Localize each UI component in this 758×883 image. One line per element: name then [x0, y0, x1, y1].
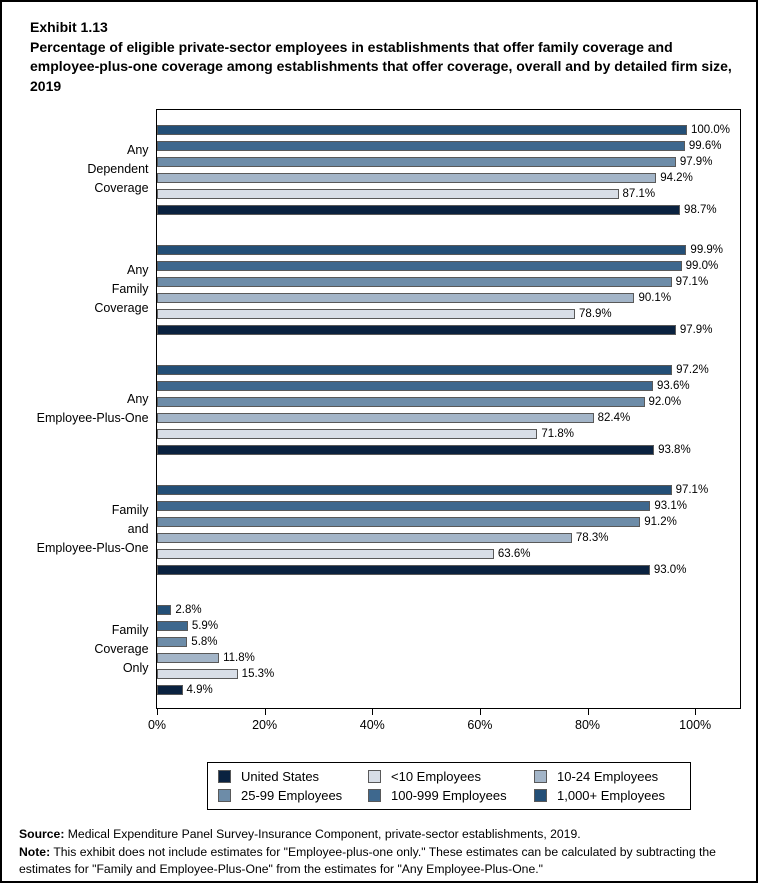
source-label: Source:	[19, 827, 65, 841]
bar-group	[157, 470, 740, 590]
bar-value-label: 87.1%	[622, 188, 656, 200]
bar-value-label: 99.6%	[688, 140, 722, 152]
bar-value-label: 78.3%	[575, 532, 609, 544]
legend-label: 1,000+ Employees	[557, 788, 666, 803]
bar-row	[157, 517, 740, 527]
bar-row	[157, 365, 740, 375]
bar-value-label: 91.2%	[644, 516, 677, 528]
bar-value-label: 93.8%	[658, 444, 691, 456]
x-tick-label: 60%	[467, 718, 493, 732]
bar-row	[157, 445, 740, 455]
legend-swatch	[368, 789, 381, 802]
bar-value-label: 11.8%	[223, 652, 255, 664]
bar	[157, 173, 657, 183]
source-text: Medical Expenditure Panel Survey-Insurance Component, private-sector establishments, 2019.	[67, 827, 581, 841]
bar-row	[157, 125, 740, 135]
x-tick-mark	[480, 709, 481, 715]
legend-item	[368, 769, 534, 784]
bar-row	[157, 309, 740, 319]
bar	[157, 445, 655, 455]
bar-row	[157, 669, 740, 679]
bar	[157, 429, 538, 439]
category-label-line: Coverage	[94, 641, 149, 656]
bar-value-label: 2.8%	[175, 604, 202, 616]
x-tick-label: 40%	[359, 718, 385, 732]
legend-item	[218, 769, 368, 784]
category-label-line: Any	[126, 142, 149, 157]
bar-value-label: 97.9%	[679, 156, 713, 168]
x-tick-mark	[157, 709, 158, 715]
bar-value-label: 63.6%	[497, 548, 531, 560]
bar	[157, 621, 188, 631]
x-axis	[147, 709, 749, 747]
bar	[157, 605, 172, 615]
category-label-line: Family	[111, 281, 149, 296]
bar	[157, 517, 641, 527]
bar-group	[157, 590, 740, 710]
legend-swatch	[218, 770, 231, 783]
bar-value-label: 4.9%	[186, 684, 213, 696]
bar-row	[157, 533, 740, 543]
bar-value-label: 99.9%	[690, 244, 724, 256]
bar-row	[157, 397, 740, 407]
bar-group	[157, 230, 740, 350]
bar-value-label: 93.6%	[657, 380, 690, 392]
bar-row	[157, 501, 740, 511]
exhibit-number: Exhibit 1.13	[30, 19, 108, 35]
x-tick-mark	[588, 709, 589, 715]
category-label-line: Family	[111, 622, 149, 637]
bar	[157, 669, 238, 679]
legend-swatch	[218, 789, 231, 802]
bar	[157, 205, 681, 215]
legend-label: 25-99 Employees	[241, 788, 343, 803]
bar	[157, 261, 682, 271]
bar-row	[157, 261, 740, 271]
bar	[157, 245, 687, 255]
bar-row	[157, 325, 740, 335]
x-tick-label: 0%	[147, 718, 167, 732]
bar	[157, 309, 576, 319]
source-line	[19, 826, 747, 844]
category-label	[17, 589, 149, 709]
bar	[157, 277, 672, 287]
bar-row	[157, 293, 740, 303]
category-label-line: Any	[126, 392, 149, 406]
bar-row	[157, 157, 740, 167]
bar-row	[157, 637, 740, 647]
bar-value-label: 94.2%	[660, 172, 693, 184]
bar-value-label: 93.1%	[654, 500, 687, 512]
bar-group	[157, 350, 740, 470]
bar	[157, 565, 650, 575]
category-label-line: Only	[122, 660, 149, 675]
bar-value-label: 97.9%	[679, 324, 713, 336]
bar	[157, 413, 594, 423]
plot-area	[156, 109, 741, 709]
bar-value-label: 82.4%	[597, 412, 631, 424]
bar	[157, 685, 183, 695]
category-label-line: Any	[126, 262, 149, 277]
bar-row	[157, 189, 740, 199]
bar-row	[157, 685, 740, 695]
category-label-line: and	[127, 521, 149, 536]
x-tick-mark	[265, 709, 266, 715]
category-label-line: Dependent	[87, 161, 149, 176]
bar-row	[157, 621, 740, 631]
bar	[157, 125, 687, 135]
bar-value-label: 100.0%	[690, 124, 730, 136]
category-label-line: Employee-Plus-One	[36, 411, 149, 425]
legend-item	[218, 788, 368, 803]
x-tick-label: 20%	[252, 718, 278, 732]
bar-row	[157, 549, 740, 559]
bar-value-label: 5.9%	[191, 620, 219, 632]
exhibit-title: Percentage of eligible private-sector employees in establishments that offer family coverage and employee-plus-one coverage among establishments that offer coverage, overall and by detailed firm size, 2019	[30, 38, 732, 94]
legend-swatch	[534, 770, 547, 783]
legend-swatch	[534, 789, 547, 802]
bar	[157, 637, 188, 647]
legend-item	[368, 788, 534, 803]
legend-item	[534, 788, 682, 803]
bar-row	[157, 485, 740, 495]
bar	[157, 293, 635, 303]
legend-label: 100-999 Employees	[391, 788, 507, 803]
bar	[157, 325, 676, 335]
bar-value-label: 92.0%	[648, 396, 682, 408]
x-tick-mark	[372, 709, 373, 715]
bar-value-label: 71.8%	[541, 428, 574, 440]
bar-row	[157, 413, 740, 423]
bar-value-label: 97.1%	[675, 484, 709, 496]
category-label-line: Employee-Plus-One	[36, 540, 149, 555]
title-block	[30, 18, 742, 96]
category-label-line: Family	[111, 502, 149, 517]
bar	[157, 485, 672, 495]
bar	[157, 365, 673, 375]
x-tick-mark	[695, 709, 696, 715]
bar-value-label: 15.3%	[241, 668, 275, 680]
x-tick-label: 100%	[679, 718, 712, 732]
note-text: This exhibit does not include estimates for "Employee-plus-one only." These estimates can be calculated by subtracting the estimates for "Family and Employee-Plus-One" from the estimates for "Any Employee-Plus-One."	[19, 844, 716, 876]
category-label	[17, 229, 149, 349]
bar-row	[157, 565, 740, 575]
legend-label: United States	[241, 769, 320, 784]
bar-value-label: 97.2%	[676, 364, 709, 376]
bar-row	[157, 245, 740, 255]
bar	[157, 189, 619, 199]
bar-value-label: 5.8%	[191, 636, 218, 648]
category-label	[17, 349, 149, 469]
bar	[157, 549, 494, 559]
bar-row	[157, 605, 740, 615]
bar-row	[157, 173, 740, 183]
category-label-line: Coverage	[94, 300, 149, 315]
footnotes	[19, 826, 747, 879]
bar-row	[157, 141, 740, 151]
bar	[157, 381, 653, 391]
bar	[157, 501, 651, 511]
legend-item	[534, 769, 682, 784]
category-axis	[17, 109, 156, 709]
bar	[157, 397, 645, 407]
bar	[157, 157, 676, 167]
bar-row	[157, 429, 740, 439]
bar-row	[157, 381, 740, 391]
legend-label: 10-24 Employees	[557, 769, 659, 784]
bar-row	[157, 653, 740, 663]
note-label: Note:	[19, 844, 51, 859]
bar-group	[157, 110, 740, 230]
legend	[207, 762, 691, 810]
bar-value-label: 98.7%	[684, 204, 717, 216]
bar-value-label: 97.1%	[675, 276, 709, 288]
note-line	[19, 844, 747, 879]
bar-row	[157, 277, 740, 287]
bar-value-label: 90.1%	[638, 292, 672, 304]
legend-label: <10 Employees	[391, 769, 481, 784]
bar-row	[157, 205, 740, 215]
category-label-line: Coverage	[94, 180, 149, 195]
bar	[157, 141, 685, 151]
category-label	[17, 469, 149, 589]
legend-swatch	[368, 770, 381, 783]
bar-value-label: 78.9%	[579, 308, 612, 320]
bar-value-label: 99.0%	[685, 260, 719, 272]
bar	[157, 533, 572, 543]
bar-value-label: 93.0%	[653, 564, 687, 576]
bar-chart	[17, 109, 741, 709]
bar	[157, 653, 220, 663]
category-label	[17, 109, 149, 229]
x-tick-label: 80%	[575, 718, 601, 732]
